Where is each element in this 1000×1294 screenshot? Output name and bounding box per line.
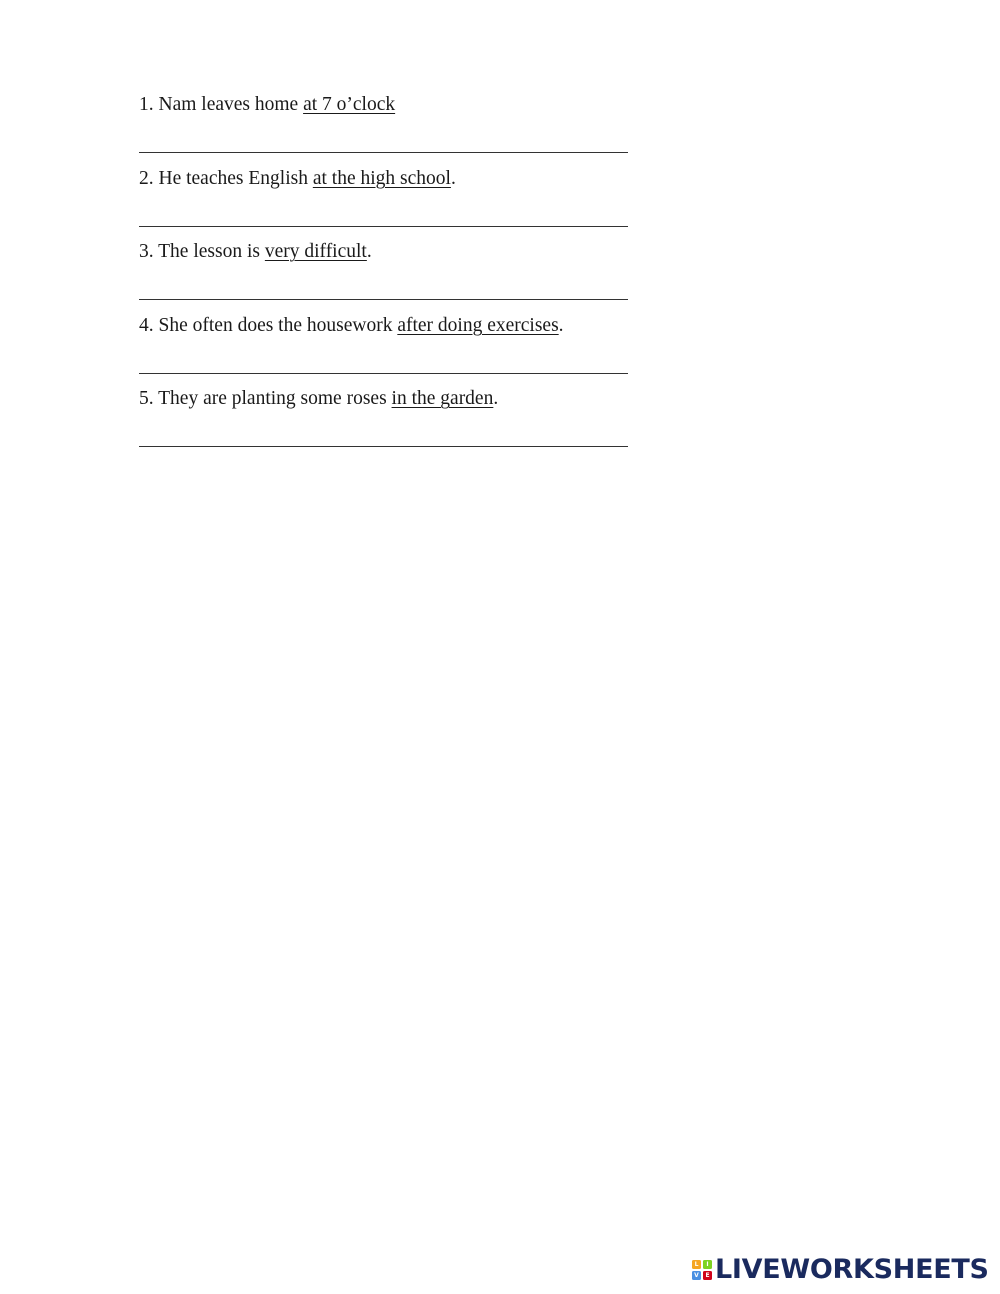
answer-line[interactable]	[139, 373, 628, 374]
question-4	[139, 313, 628, 387]
question-before: She often does the housework	[153, 314, 398, 336]
question-text	[139, 239, 628, 265]
question-number: 4.	[139, 314, 154, 336]
question-number: 5.	[139, 388, 154, 409]
question-number: 2.	[139, 167, 154, 189]
question-after: .	[366, 241, 372, 262]
logo-blocks-icon	[692, 1260, 712, 1280]
question-1	[139, 92, 628, 166]
answer-line[interactable]	[139, 152, 628, 153]
question-3	[139, 239, 628, 313]
logo-block-e: E	[703, 1271, 712, 1280]
logo-block-l: L	[692, 1260, 701, 1269]
question-2	[139, 166, 628, 240]
question-5	[139, 386, 628, 460]
question-text	[139, 313, 628, 339]
question-before: Nam leaves home	[153, 94, 304, 115]
question-before: He teaches English	[153, 167, 313, 189]
answer-line[interactable]	[139, 299, 628, 300]
logo-block-v: V	[692, 1271, 701, 1280]
question-text	[139, 166, 628, 192]
question-after: .	[450, 167, 456, 189]
answer-line[interactable]	[139, 446, 628, 447]
logo-text: LIVEWORKSHEETS	[715, 1254, 989, 1285]
underlined-phrase: very difficult	[264, 241, 367, 262]
question-text	[139, 92, 628, 118]
question-before: The lesson is	[153, 241, 265, 262]
underlined-phrase: in the garden	[391, 388, 494, 409]
answer-line[interactable]	[139, 226, 628, 227]
question-before: They are planting some roses	[153, 388, 392, 409]
question-number: 3.	[139, 241, 154, 262]
underlined-phrase: at 7 o’clock	[303, 94, 396, 115]
question-text	[139, 386, 628, 412]
liveworksheets-logo	[692, 1256, 989, 1284]
question-number: 1.	[139, 94, 154, 115]
underlined-phrase: after doing exercises	[397, 314, 559, 336]
logo-block-i: I	[703, 1260, 712, 1269]
underlined-phrase: at the high school	[312, 167, 451, 189]
question-after: .	[493, 388, 499, 409]
worksheet	[139, 92, 628, 460]
question-after: .	[558, 314, 564, 336]
